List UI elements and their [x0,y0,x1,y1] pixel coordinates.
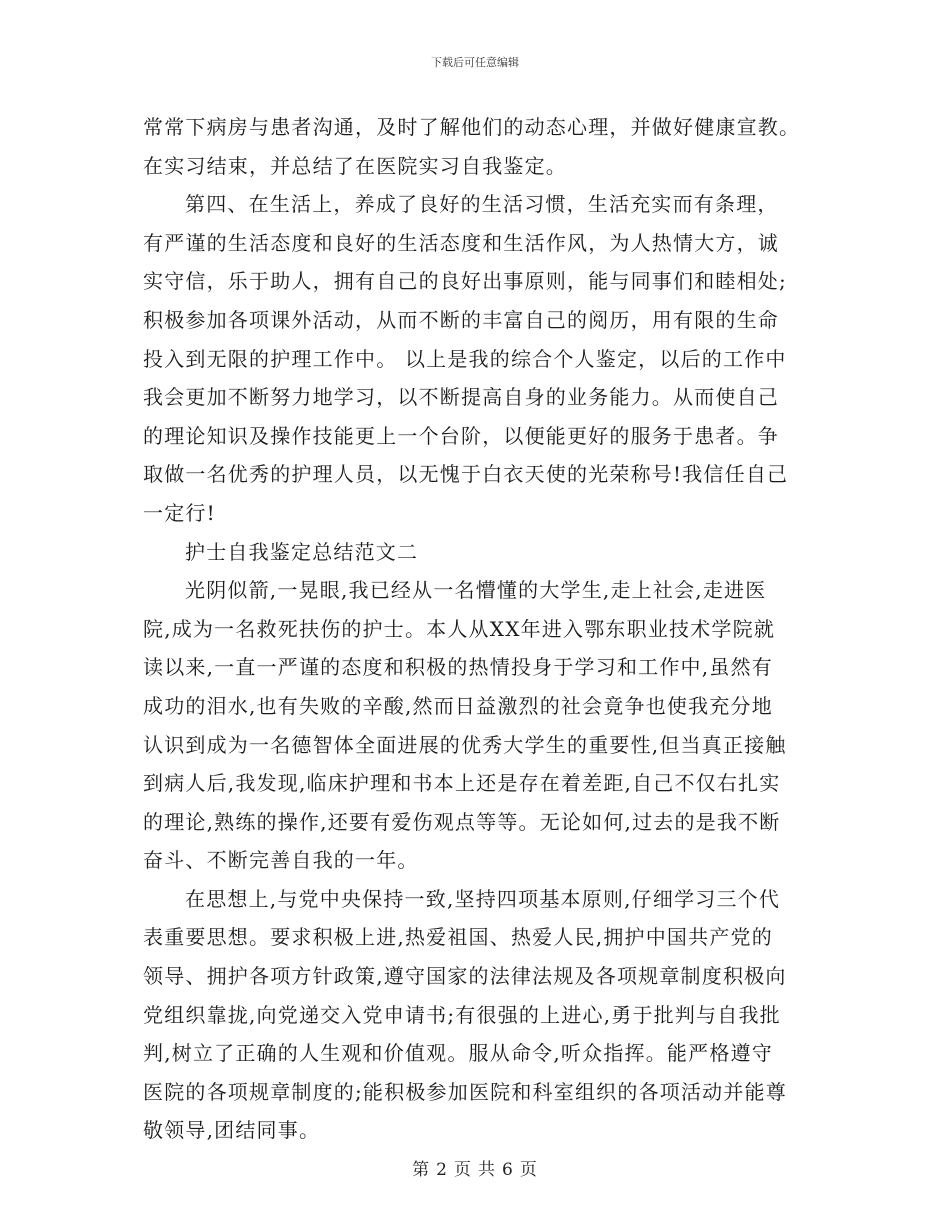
document-body [143,108,807,1150]
footer-prefix: 第 [412,1160,431,1180]
total-pages-number: 6 [502,1160,514,1180]
body-line: 读以来,一直一严谨的态度和积极的热情投身于学习和工作中,虽然有 [143,655,773,680]
header-note: 下载后可任意编辑 [431,56,519,69]
body-line: 领导、拥护各项方针政策,遵守国家的法律法规及各项规章制度积极向 [143,964,787,989]
body-line: 取做一名优秀的护理人员，以无愧于白衣天使的光荣称号!我信任自己 [143,462,789,487]
page-footer [0,1155,950,1180]
footer-page-word: 页 [454,1160,472,1180]
section-heading: 护士自我鉴定总结范文二 [185,539,419,564]
body-line: 实守信，乐于助人，拥有自己的良好出事原则，能与同事们和睦相处; [143,269,787,294]
current-page-number: 2 [436,1160,448,1180]
body-line: 一定行! [143,500,216,525]
body-line: 医院的各项规章制度的;能积极参加医院和科室组织的各项活动并能尊 [143,1079,787,1104]
body-line: 奋斗、不断完善自我的一年。 [143,848,419,873]
body-line: 认识到成为一名德智体全面进展的优秀大学生的重要性,但当真正接触 [143,732,787,757]
body-line: 有严谨的生活态度和良好的生活态度和生活作风，为人热情大方，诚 [143,230,779,255]
body-line: 我会更加不断努力地学习，以不断提高自身的业务能力。从而使自己 [143,385,779,410]
body-line: 第四、在生活上，养成了良好的生活习惯，生活充实而有条理， [185,192,779,217]
body-line: 到病人后,我发现,临床护理和书本上还是存在着差距,自己不仅右扎实 [143,771,781,796]
footer-total-word: 共 [478,1160,496,1180]
body-line: 表重要思想。要求积极上进,热爱祖国、热爱人民,拥护中国共产党的 [143,925,773,950]
body-line: 的理论,熟练的操作,还要有爱伤观点等等。无论如何,过去的是我不断 [143,809,781,834]
body-line: 判,树立了正确的人生观和价值观。服从命令,听众指挥。能严格遵守 [143,1041,773,1066]
body-line: 的理论知识及操作技能更上一个台阶，以便能更好的服务于患者。争 [143,423,779,448]
body-line: 光阴似箭,一晃眼,我已经从一名懵懂的大学生,走上社会,走进医 [185,578,767,603]
body-line: 成功的泪水,也有失败的辛酸,然而日益激烈的社会竟争也使我充分地 [143,693,773,718]
body-line: 党组织靠拢,向党递交入党申请书;有很强的上进心,勇于批判与自我批 [143,1002,781,1027]
body-line: 敬领导,团结同事。 [143,1118,321,1143]
body-line: 院,成为一名救死扶伤的护士。本人从XX年进入鄂东职业技术学院就 [143,616,776,641]
body-line: 积极参加各项课外活动，从而不断的丰富自己的阅历，用有限的生命 [143,307,779,332]
body-line: 常常下病房与患者沟通，及时了解他们的动态心理，并做好健康宣教。 [143,115,801,139]
footer-suffix: 页 [519,1160,538,1180]
body-line: 投入到无限的护理工作中。 以上是我的综合个人鉴定，以后的工作中 [143,346,787,371]
body-line: 在思想上,与党中央保持一致,坚持四项基本原则,仔细学习三个代 [185,886,781,911]
body-line: 在实习结束，并总结了在医院实习自我鉴定。 [143,153,567,178]
